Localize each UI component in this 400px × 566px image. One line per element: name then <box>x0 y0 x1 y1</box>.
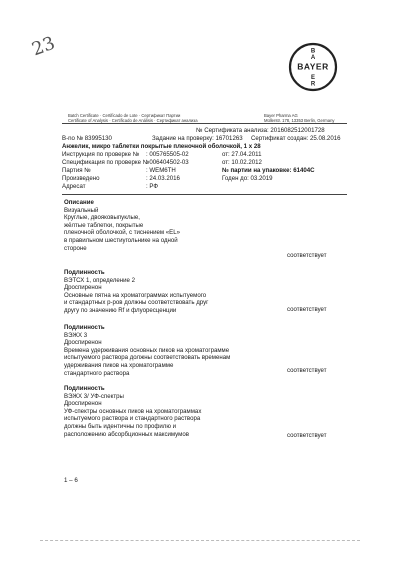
section-line: жёлтые таблетки, покрытые <box>64 221 144 229</box>
meta-row <box>62 159 347 167</box>
bottom-scan-artifact <box>40 540 360 541</box>
page-number: 1 – 6 <box>64 477 78 484</box>
section-result: соответствует <box>287 367 327 374</box>
section-line: и стандартных р-ров должны соответствовать друг <box>64 299 209 307</box>
meta-label: Спецификация по проверке № <box>62 159 150 166</box>
meta-row <box>62 175 347 183</box>
section-line: расположению абсорбционных максимумов <box>64 430 189 438</box>
section-title: Подлинность <box>64 385 105 392</box>
header-left-line: Certificate of Analysis · Certificado de Análisis · Сертификат анализа <box>68 118 198 123</box>
svg-text:E: E <box>310 75 316 81</box>
meta-row-batch <box>62 135 347 143</box>
section-line: Дроспиренон <box>64 400 102 408</box>
section-line: Круглые, двояковыпуклые, <box>64 214 140 222</box>
section-line: ВЭТСХ 1, определение 2 <box>64 276 136 284</box>
meta-label: Произведено <box>62 175 100 182</box>
section-title: Описание <box>64 199 94 206</box>
header-right-line: Müllerstr. 178, 13353 Berlin, Germany <box>264 118 335 123</box>
svg-text:R: R <box>310 81 316 88</box>
meta-value: : WEM6TH <box>146 167 176 174</box>
header-divider <box>62 123 347 124</box>
section-line: удерживания пиков на хроматограмме <box>64 361 174 369</box>
product-title: Анжелик, микро таблетки покрытые пленочной оболочкой, 1 x 28 <box>62 143 261 150</box>
section-line: Дроспиренон <box>64 339 102 347</box>
certificate-number: № Сертификата анализа: 2016082512001728 <box>196 127 325 134</box>
section-line: ВЭЖХ 3/ УФ-спектры <box>64 392 124 400</box>
meta-value: : 005765505-02 <box>146 151 189 158</box>
section-result: соответствует <box>287 306 327 313</box>
section-line: стороне <box>64 244 87 252</box>
section-line: испытуемого раствора и стандартного раствора <box>64 415 201 423</box>
meta-divider <box>62 194 347 195</box>
section-line: Времена удерживания основных пиков на хроматограмме <box>64 346 230 354</box>
section-line: Дроспиренон <box>64 284 102 292</box>
section-line: УФ-спектры основных пиков на хроматограммах <box>64 407 202 415</box>
test-section <box>64 269 264 315</box>
handwritten-page-mark: 23 <box>29 32 58 61</box>
b-no: B-no № 83995130 <box>62 135 112 142</box>
section-line: пленочной оболочкой, с тиснением «EL» <box>64 229 181 237</box>
meta-row <box>62 151 347 159</box>
meta-value: : 006404502-03 <box>146 159 189 166</box>
meta-extra: № партии на упаковке: 61404C <box>222 167 315 174</box>
svg-text:A: A <box>310 55 316 61</box>
meta-label: Партия № <box>62 167 91 174</box>
section-result: соответствует <box>287 432 327 439</box>
header-right <box>264 113 335 123</box>
section-line: в правильном шестиугольнике на одной <box>64 236 178 244</box>
task-number: Задание на проверку: 16701263 <box>152 135 243 142</box>
meta-row <box>62 183 347 191</box>
section-line: ВЭЖХ 3 <box>64 331 88 339</box>
meta-row <box>62 167 347 175</box>
section-line: Визуальный <box>64 206 99 214</box>
bayer-logo-icon <box>288 42 338 92</box>
meta-extra: Годен до: 03.2019 <box>222 175 273 182</box>
meta-extra: от: 10.02.2012 <box>222 159 262 166</box>
section-line: стандартного раствора <box>64 369 130 377</box>
section-line: испытуемого раствора должны соответствовать временам <box>64 354 231 362</box>
test-section <box>64 385 264 438</box>
test-section <box>64 324 264 377</box>
section-result: соответствует <box>287 252 327 259</box>
section-line: должны быть идентичны по профилю и <box>64 422 177 430</box>
section-title: Подлинность <box>64 269 105 276</box>
meta-value: : РФ <box>146 183 159 190</box>
svg-text:BAYER: BAYER <box>297 61 329 72</box>
svg-text:B: B <box>310 48 316 55</box>
header-right-line: Bayer Pharma AG <box>264 113 298 118</box>
meta-value: : 24.03.2016 <box>146 175 180 182</box>
section-line: Основные пятна на хроматограммах испытуемого <box>64 291 207 299</box>
header-left <box>68 113 198 123</box>
meta-extra: от: 27.04.2011 <box>222 151 262 158</box>
section-line: другу по значению Rf и флуоресценции <box>64 306 177 314</box>
test-section <box>64 199 264 252</box>
header-left-line: Batch Certificate · Certificado de Lote · Сертификат Партии <box>68 113 181 118</box>
product-name <box>62 143 347 151</box>
meta-label: Адресат <box>62 183 86 190</box>
cert-created: Сертификат создан: 25.08.2016 <box>251 135 341 142</box>
section-title: Подлинность <box>64 324 105 331</box>
meta-label: Инструкция по проверке № <box>62 151 140 158</box>
